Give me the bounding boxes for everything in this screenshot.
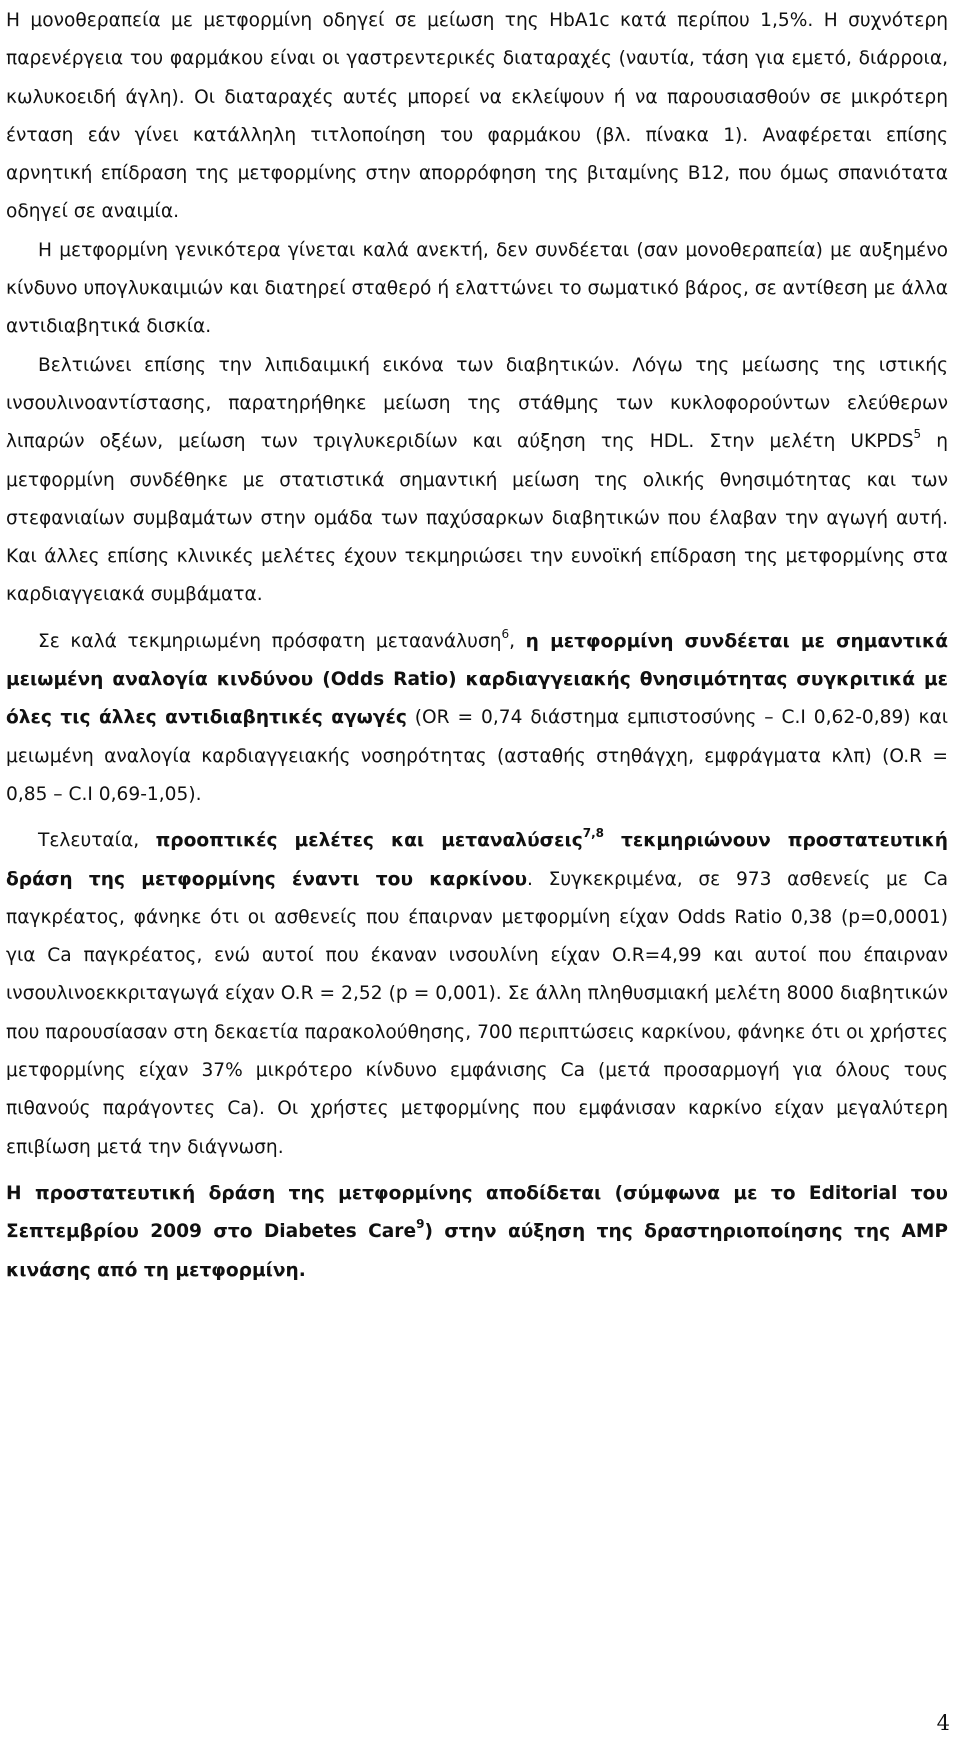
reference-superscript: 7,8 [582,826,604,841]
paragraph-text: (OR = 0,74 διάστημα εμπιστοσύνης – C.I 0,62-0,89) και μειωμένη αναλογία καρδιαγγειακής νοσηρότητας (ασταθής στηθάγχη, εμφράγματα κλπ) (O.R = 0,85 – C.I 0,69-1,05). [6,707,948,805]
paragraph-text: Σε καλά τεκμηριωμένη πρόσφατη μεταανάλυση [38,630,502,652]
paragraph-bold-text: ) στην αύξηση της δραστηριοποίησης της AMP κινάσης από τη μετφορμίνη. [6,1221,948,1281]
paragraph-lipid-profile [6,347,948,615]
paragraph-metformin-monotherapy [6,2,948,232]
paragraph-bold-text: τεκμηριώνουν προστατευτική δράση της μετφορμίνης έναντι του καρκίνου [6,830,948,890]
paragraph-bold-text: προοπτικές μελέτες και μεταναλύσεις [155,830,583,852]
paragraph-text: . Συγκεκριμένα, σε 973 ασθενείς με Ca παγκρέατος, φάνηκε ότι οι ασθενείς που έπαιρναν μετφορμίνη είχαν Odds Ratio 0,38 (p=0,0001) για Ca παγκρέατος, ενώ αυτοί που έκαναν ινσουλίνη είχαν O.R=4,99 και αυτοί που έπαιρναν ινσουλινοεκκριταγωγά είχαν O.R = 2,52 (p = 0,001). Σε άλλη πληθυσμιακή μελέτη 8000 διαβητικών που παρουσίασαν στη δεκαετία παρακολούθησης, 700 περιπτώσεις καρκίνου, φάνηκε ότι οι χρήστες μετφορμίνης είχαν 37% μικρότερο κίνδυνο εμφάνισης Ca (μετά προσαρμογή για όλους τους πιθανούς παράγοντες Ca). Οι χρήστες μετφορμίνης που εμφάνισαν καρκίνο είχαν μεγαλύτερη επιβίωση μετά την διάγνωση. [6,868,948,1158]
paragraph-text: Βελτιώνει επίσης την λιπιδαιμική εικόνα των διαβητικών. Λόγω της μείωσης της ιστικής ινσουλινοαντίστασης, παρατηρήθηκε μείωση της στάθμης των κυκλοφορούντων ελεύθερων λιπαρών οξέων, μείωση των τριγλυκεριδίων και αύξηση της HDL. Στην μελέτη UKPDS [6,354,948,453]
paragraph-bold-text: Η προστατευτική δράση της μετφορμίνης αποδίδεται (σύμφωνα με το Editorial του Σεπτεμβρίου 2009 στο Diabetes Care [6,1182,948,1243]
paragraph-text: Η μετφορμίνη γενικότερα γίνεται καλά ανεκτή, δεν συνδέεται (σαν μονοθεραπεία) με αυξημένο κίνδυνο υπογλυκαιμιών και διατηρεί σταθερό ή ελαττώνει το σωματικό βάρος, σε αντίθεση με άλλα αντιδιαβητικά δισκία. [6,239,948,338]
paragraph-text: η μετφορμίνη συνδέθηκε με στατιστικά σημαντική μείωση της ολικής θνησιμότητας και των στεφανιαίων συμβαμάτων στην ομάδα των παχύσαρκων διαβητικών που έλαβαν την αγωγή αυτή. Και άλλες επίσης κλινικές μελέτες έχουν τεκμηριώσει την ευνοϊκή επίδραση της μετφορμίνης στα καρδιαγγειακά συμβάματα. [6,431,948,606]
paragraph-bold-text: η μετφορμίνη συνδέεται με σημαντικά μειωμένη αναλογία κινδύνου (Odds Ratio) καρδιαγγειακής θνησιμότητας συγκριτικά με όλες τις άλλες αντιδιαβητικές αγωγές [6,630,949,729]
paragraph-text: , [509,630,526,652]
reference-superscript: 6 [501,626,510,641]
paragraph-text: Τελευταία, [38,830,156,852]
reference-superscript: 5 [913,427,922,442]
paragraph-meta-analysis [6,623,948,814]
paragraph-text: Η μονοθεραπεία με μετφορμίνη οδηγεί σε μείωση της HbA1c κατά περίπου 1,5%. Η συχνότερη παρενέργεια του φαρμάκου είναι οι γαστρεντερικές διαταραχές (ναυτία, τάση για εμετό, διάρροια, κωλυκοειδή άγλη). Οι διαταραχές αυτές μπορεί να εκλείψουν ή να παρουσιασθούν σε μικρότερη ένταση εάν γίνει κατάλληλη τιτλοποίηση του φαρμάκου (βλ. πίνακα 1). Αναφέρεται επίσης αρνητική επίδραση της μετφορμίνης στην απορρόφηση της βιταμίνης Β12, που όμως σπανιότατα οδηγεί σε αναιμία. [6,10,948,223]
page-number: 4 [936,1711,950,1735]
reference-superscript: 9 [416,1217,425,1232]
paragraph-tolerance [6,232,948,347]
document-body [6,2,948,1290]
paragraph-amp-kinase [6,1175,948,1290]
paragraph-cancer-protection [6,822,948,1167]
